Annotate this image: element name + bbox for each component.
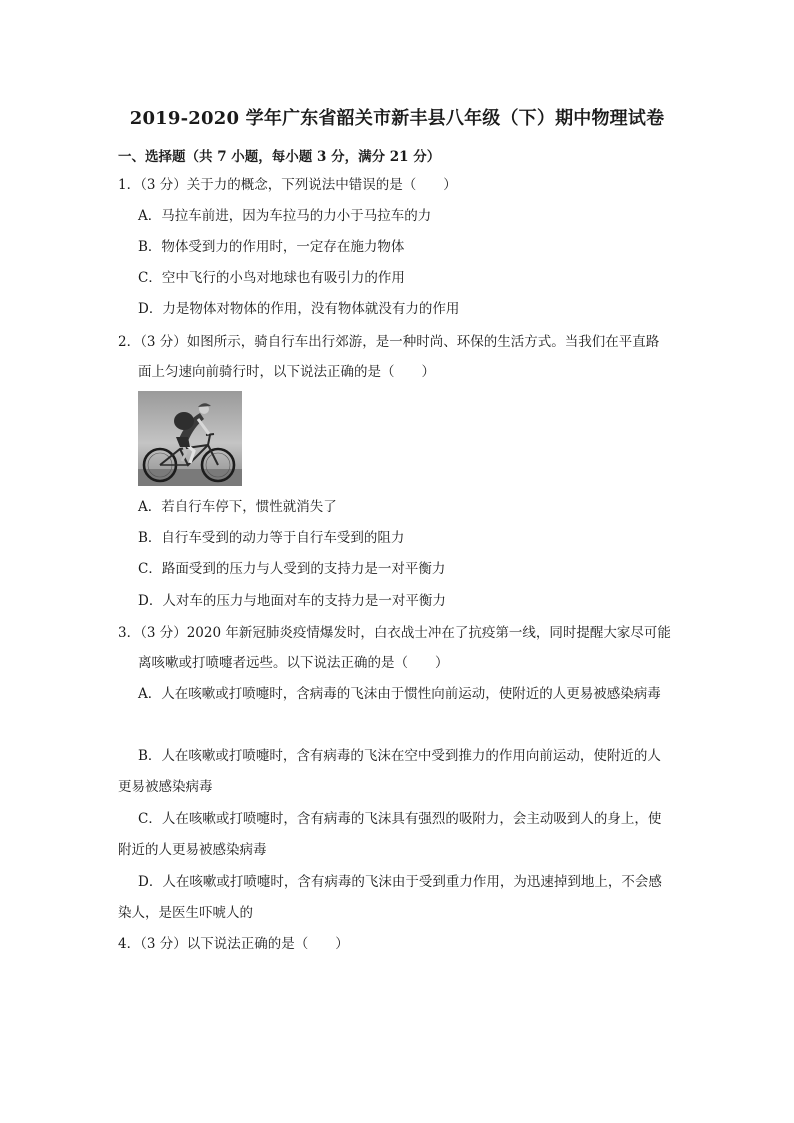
question-3-option-c-line-2: 附近的人更易被感染病毒 [118, 842, 267, 858]
question-3-option-a: A．人在咳嗽或打喷嚏时，含病毒的飞沫由于惯性向前运动，使附近的人更易被感染病毒 [138, 686, 661, 702]
page-title: 2019-2020 学年广东省韶关市新丰县八年级（下）期中物理试卷 [129, 108, 665, 129]
question-4-stem: 4．（3 分）以下说法正确的是（ ） [118, 936, 349, 952]
question-1-stem: 1．（3 分）关于力的概念，下列说法中错误的是（ ） [118, 177, 457, 193]
question-3-stem-line-2: 离咳嗽或打喷嚏者远些。以下说法正确的是（ ） [138, 655, 449, 671]
question-1-option-b: B．物体受到力的作用时，一定存在施力物体 [138, 239, 405, 255]
cyclist-photo [138, 391, 242, 486]
question-3-option-b-line-1: B．人在咳嗽或打喷嚏时，含有病毒的飞沫在空中受到推力的作用向前运动，使附近的人 [138, 748, 661, 764]
question-1-option-d: D．力是物体对物体的作用，没有物体就没有力的作用 [138, 301, 460, 317]
question-3-option-d-line-2: 染人，是医生吓唬人的 [118, 905, 253, 921]
question-2-option-b: B．自行车受到的动力等于自行车受到的阻力 [138, 530, 405, 546]
question-3-option-c-line-1: C．人在咳嗽或打喷嚏时，含有病毒的飞沫具有强烈的吸附力，会主动吸到人的身上，使 [138, 811, 662, 827]
question-2-option-a: A．若自行车停下，惯性就消失了 [138, 499, 337, 515]
question-2-stem-line-2: 面上匀速向前骑行时，以下说法正确的是（ ） [138, 364, 435, 380]
question-1-option-c: C．空中飞行的小鸟对地球也有吸引力的作用 [138, 270, 405, 286]
question-3-stem-line-1: 3．（3 分）2020 年新冠肺炎疫情爆发时，白衣战士冲在了抗疫第一线，同时提醒大家尽可能 [118, 625, 671, 641]
question-2-option-d: D．人对车的压力与地面对车的支持力是一对平衡力 [138, 593, 446, 609]
question-3-option-d-line-1: D．人在咳嗽或打喷嚏时，含有病毒的飞沫由于受到重力作用，为迅速掉到地上，不会感 [138, 874, 662, 890]
question-2-option-c: C．路面受到的压力与人受到的支持力是一对平衡力 [138, 561, 446, 577]
question-3-option-b-line-2: 更易被感染病毒 [118, 779, 213, 795]
question-1-option-a: A．马拉车前进，因为车拉马的力小于马拉车的力 [138, 208, 432, 224]
question-2-stem-line-1: 2．（3 分）如图所示，骑自行车出行郊游，是一种时尚、环保的生活方式。当我们在平直路 [118, 334, 660, 350]
section-heading: 一、选择题（共 7 小题，每小题 3 分，满分 21 分） [118, 149, 441, 165]
